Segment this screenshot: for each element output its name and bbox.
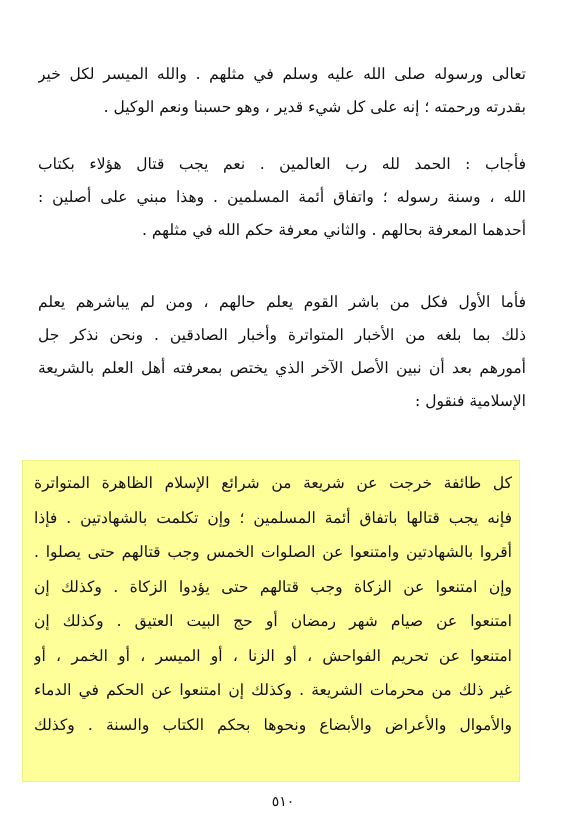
text-line: الله ، وسنة رسوله ؛ واتفاق أئمة المسلمين . وهذا مبني على أصلين : [38,188,526,206]
text-line: أحدهما المعرفة بحالهم . والثاني معرفة حكم الله في مثلهم . [142,221,526,239]
text-line: فأما الأول فكل من باشر القوم يعلم حالهم ، ومن لم يباشرهم يعلم [38,293,526,311]
text-line: تعالى ورسوله صلى الله عليه وسلم في مثلهم . والله الميسر لكل خير [38,65,526,83]
text-line: والأموال والأعراض والأبضاع ونحوها بحكم الكتاب والسنة . وكذلك [34,715,512,734]
paragraph-3 [38,286,526,418]
page-number: ٥١٠ [271,794,295,810]
text-line: غير ذلك من محرمات الشريعة . وكذلك إن امتنعوا عن الحكم في الدماء [34,681,512,699]
text-line: امتنعوا عن صيام شهر رمضان أو حج البيت العتيق . وكذلك إن [34,612,512,630]
text-line: امتنعوا عن تحريم الفواحش ، أو الزنا ، أو الميسر ، أو الخمر ، أو [34,646,512,665]
text-line: ذلك بما بلغه من الأخبار المتواترة وأخبار الصادقين . ونحن نذكر جل [38,326,526,344]
paragraph-2 [38,148,526,247]
text-line: أقروا بالشهادتين وامتنعوا عن الصلوات الخمس وجب قتالهم حتى يصلوا . [34,543,512,561]
text-line: وإن امتنعوا عن الزكاة وجب قتالهم حتى يؤدوا الزكاة . وكذلك إن [34,577,512,596]
text-line: كل طائفة خرجت عن شريعة من شرائع الإسلام الظاهرة المتواترة [34,474,512,492]
text-line: بقدرته ورحمته ؛ إنه على كل شيء قدير ، وهو حسبنا ونعم الوكيل . [103,98,526,116]
text-line: الإسلامية فنقول : [415,392,526,410]
text-line: أمورهم بعد أن نبين الأصل الآخر الذي يختص بمعرفته أهل العلم بالشريعة [38,359,526,377]
paragraph-1 [38,58,526,124]
text-line: فأجاب : الحمد لله رب العالمين . نعم يجب قتال هؤلاء بكتاب [38,155,526,173]
highlighted-paragraph [34,466,512,742]
text-line: فإنه يجب قتالها باتفاق أئمة المسلمين ؛ وإن تكلمت بالشهادتين . فإذا [34,508,512,527]
